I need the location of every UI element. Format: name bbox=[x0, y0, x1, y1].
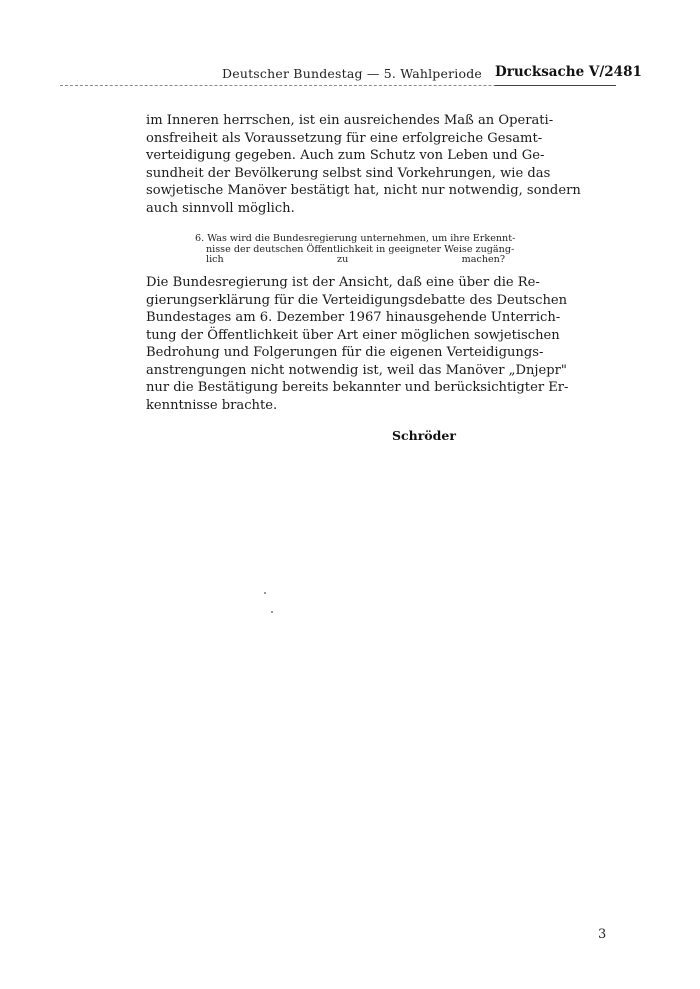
page-number: 3 bbox=[598, 927, 607, 942]
answer-paragraph-2 bbox=[146, 274, 569, 414]
scan-speck bbox=[271, 611, 273, 613]
text-line: tung der Öffentlichkeit über Art einer möglichen sowjetischen bbox=[146, 327, 560, 343]
signature: Schröder bbox=[392, 428, 456, 443]
text-line: Bundestages am 6. Dezember 1967 hinausgehende Unterrich- bbox=[146, 310, 561, 325]
scan-speck bbox=[264, 592, 266, 594]
question-line: lich zu machen? bbox=[206, 254, 505, 266]
document-number: Drucksache V/2481 bbox=[495, 64, 642, 80]
text-line: nur die Bestätigung bereits bekannter und berücksichtigter Er- bbox=[146, 380, 569, 395]
text-line: kenntnisse brachte. bbox=[146, 397, 278, 413]
header-divider-right bbox=[495, 85, 616, 86]
question-line: nisse der deutschen Öffentlichkeit in geeigneter Weise zugäng- bbox=[206, 243, 515, 255]
answer-paragraph-1 bbox=[146, 112, 581, 217]
text-line: im Inneren herrschen, ist ein ausreichendes Maß an Operati- bbox=[146, 113, 554, 128]
text-line: gierungserklärung für die Verteidigungsdebatte des Deutschen bbox=[146, 292, 568, 308]
text-line: sundheit der Bevölkerung selbst sind Vorkehrungen, wie das bbox=[146, 165, 551, 181]
question-6 bbox=[195, 233, 516, 266]
text-line: anstrengungen nicht notwendig ist, weil das Manöver „Dnjepr" bbox=[146, 362, 567, 378]
text-line: verteidigung gegeben. Auch zum Schutz von Leben und Ge- bbox=[146, 148, 545, 163]
text-line: Die Bundesregierung ist der Ansicht, daß eine über die Re- bbox=[146, 275, 540, 290]
question-line: 6. Was wird die Bundesregierung unternehmen, um ihre Erkennt- bbox=[195, 233, 516, 244]
text-line: sowjetische Manöver bestätigt hat, nicht nur notwendig, sondern bbox=[146, 183, 581, 198]
text-line: onsfreiheit als Voraussetzung für eine erfolgreiche Gesamt- bbox=[146, 130, 543, 146]
header-title: Deutscher Bundestag — 5. Wahlperiode bbox=[222, 66, 482, 81]
text-line: Bedrohung und Folgerungen für die eigenen Verteidigungs- bbox=[146, 345, 544, 360]
text-line: auch sinnvoll möglich. bbox=[146, 200, 295, 216]
